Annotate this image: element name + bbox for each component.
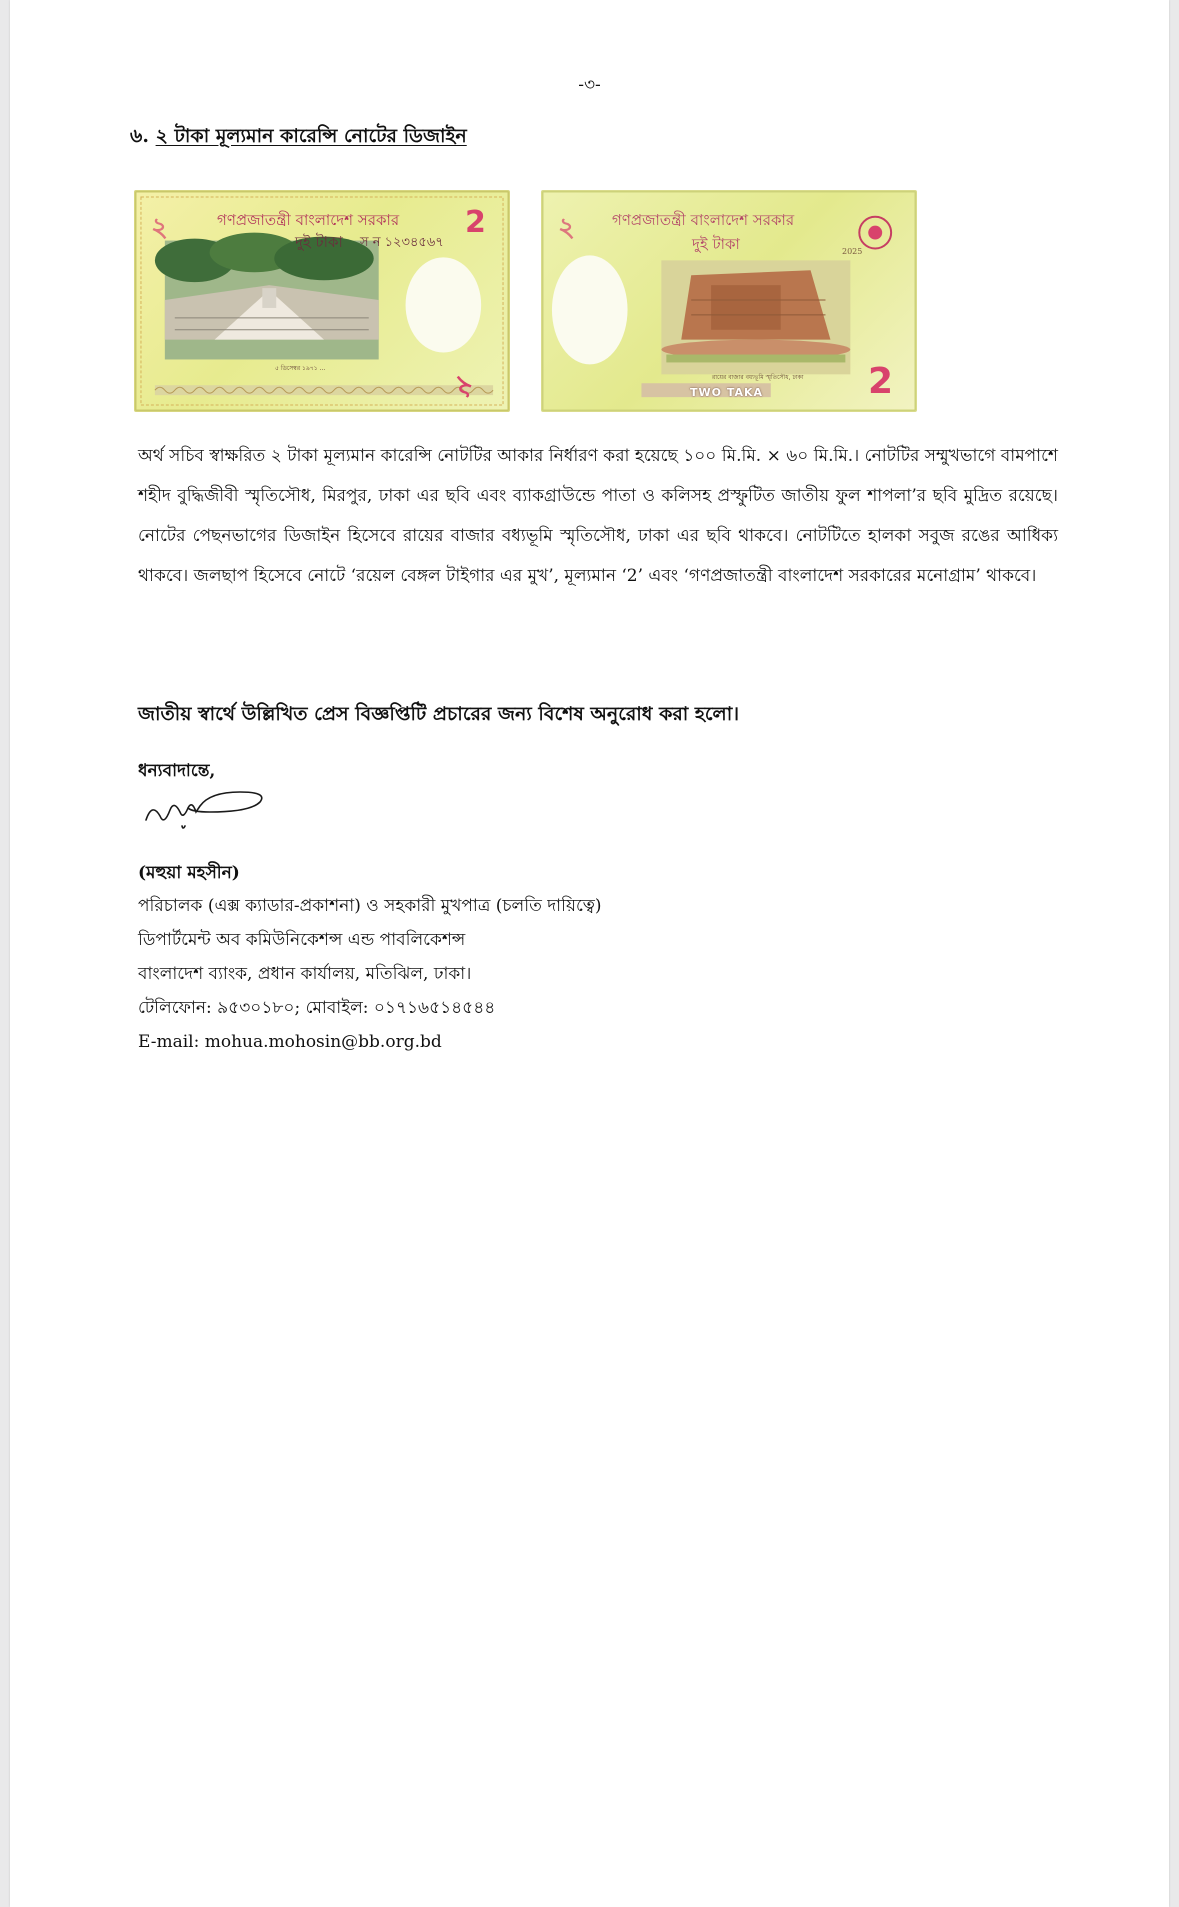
back-header: গণপ্রজাতন্ত্রী বাংলাদেশ সরকার <box>612 211 795 229</box>
signatory-phone: টেলিফোন: ৯৫৩০১৮০; মোবাইল: ০১৭১৬৫১৪৫৪৪ <box>138 998 496 1018</box>
signatory-office: বাংলাদেশ ব্যাংক, প্রধান কার্যালয়, মতিঝিল, ঢাকা। <box>138 964 472 984</box>
section-title: ২ টাকা মূল্যমান কারেন্সি নোটের ডিজাইন <box>155 125 467 147</box>
back-english-text: TWO TAKA <box>690 386 764 399</box>
front-denomination-text: দুই টাকা <box>295 233 343 251</box>
banknote-front-image <box>134 190 510 412</box>
front-numeral-bottom: ২ <box>455 372 474 405</box>
back-caption: রায়ের বাজার বধ্যভূমি স্মৃতিসৌধ, ঢাকা <box>712 374 804 381</box>
contact-block <box>138 889 602 1059</box>
signatory-email[interactable]: E-mail: mohua.mohosin@bb.org.bd <box>138 1032 442 1052</box>
back-denomination-text: দুই টাকা <box>692 235 740 253</box>
front-numeral-right: 2 <box>465 205 486 240</box>
page-number: -৩- <box>578 75 601 95</box>
signatory-name: (মহুয়া মহসীন) <box>138 863 240 883</box>
back-numeral-bottom: 2 <box>868 361 894 402</box>
front-caption: ৫ ডিসেম্বর ১৯৭১ ... <box>275 365 326 372</box>
section-number: ৬. <box>130 125 149 147</box>
back-year: 2025 <box>842 247 863 256</box>
signatory-designation: পরিচালক (এক্স ক্যাডার-প্রকাশনা) ও সহকারী মুখপাত্র (চলতি দায়িত্বে) <box>138 896 602 916</box>
back-numeral-left: ২ <box>558 213 575 243</box>
signature-image <box>142 790 272 840</box>
banknote-back-image <box>541 190 917 412</box>
front-header: গণপ্রজাতন্ত্রী বাংলাদেশ সরকার <box>217 211 400 229</box>
description-paragraph: অর্থ সচিব স্বাক্ষরিত ২ টাকা মূল্যমান কারেন্সি নোটটির আকার নির্ধারণ করা হয়েছে ১০০ মি.মি. × ৬০ মি.মি.। নোটটির সম্মুখভাগে বামপাশে শহীদ বুদ্ধিজীবী স্মৃতিসৌধ, মিরপুর, ঢাকা এর ছবি এবং ব্যাকগ্রাউন্ডে পাতা ও কলিসহ প্রস্ফুটিত জাতীয় ফুল শাপলা’র ছবি মুদ্রিত রয়েছে। নোটের পেছনভাগের ডিজাইন হিসেবে রায়ের বাজার বধ্যভূমি স্মৃতিসৌধ, ঢাকা এর ছবি থাকবে। নোটটিতে হালকা সবুজ রঙের আধিক্য থাকবে। জলছাপ হিসেবে নোটে ‘রয়েল বেঙ্গল টাইগার এর মুখ’, মূল্যমান ‘2’ এবং ‘গণপ্রজাতন্ত্রী বাংলাদেশ সরকারের মনোগ্রাম’ থাকবে। <box>138 446 1058 586</box>
document-page <box>10 0 1169 1907</box>
closing-line: ধন্যবাদান্তে, <box>138 761 216 781</box>
request-line: জাতীয় স্বার্থে উল্লিখিত প্রেস বিজ্ঞপ্তিটি প্রচারের জন্য বিশেষ অনুরোধ করা হলো। <box>138 703 740 725</box>
front-serial-number: স ন ১২৩৪৫৬৭ <box>360 235 444 250</box>
section-heading <box>130 122 467 154</box>
signatory-department: ডিপার্টমেন্ট অব কমিউনিকেশন্স এন্ড পাবলিকেশন্স <box>138 930 466 950</box>
front-numeral-left: ২ <box>151 213 168 243</box>
